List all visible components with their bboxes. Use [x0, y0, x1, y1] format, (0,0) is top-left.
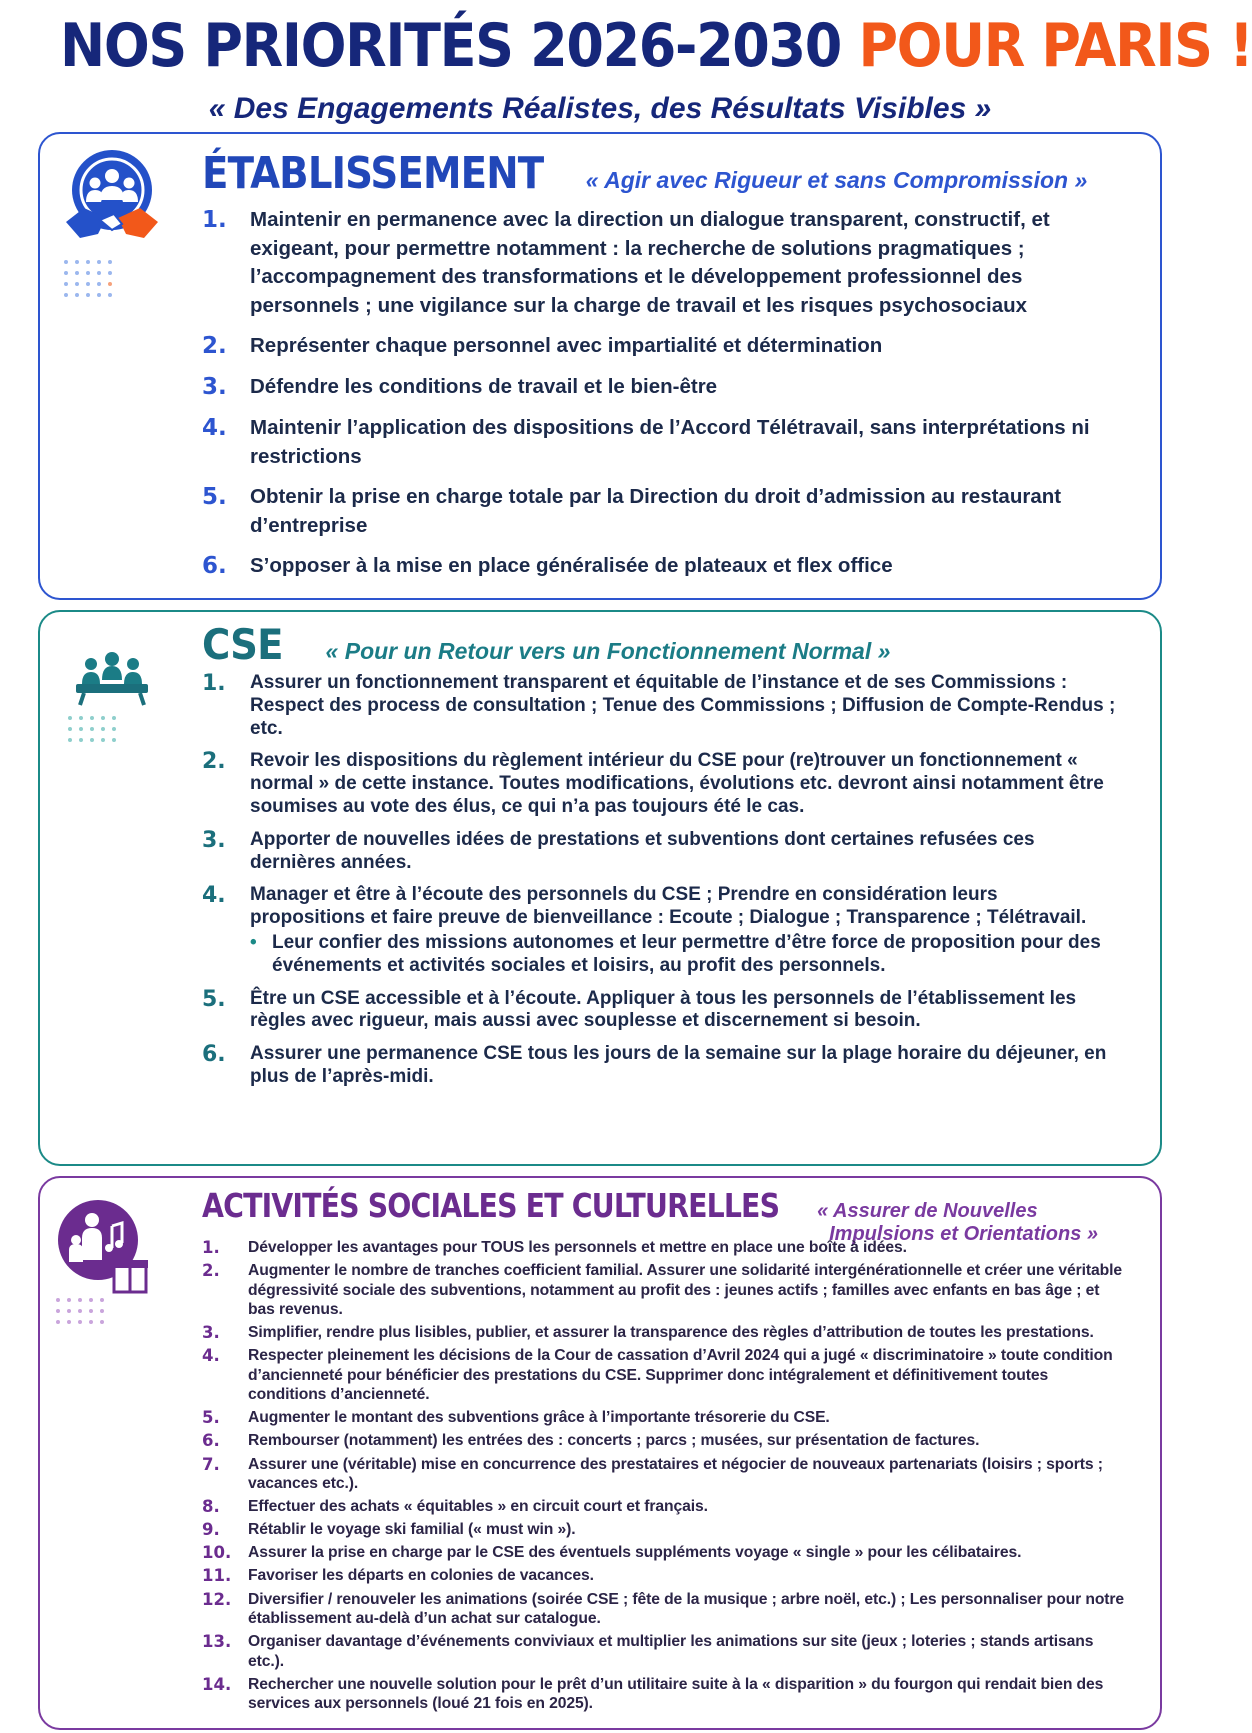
- item-number: 4.: [202, 415, 227, 441]
- list-item: [202, 884, 1116, 977]
- section-title: ÉTABLISSEMENT: [202, 148, 544, 199]
- title-main: NOS PRIORITÉS 2026-2030: [60, 11, 841, 81]
- item-text: Représenter chaque personnel avec impartialité et détermination: [250, 334, 883, 357]
- list-item: [202, 829, 1116, 875]
- header: [0, 0, 1252, 126]
- section-activites: [38, 1176, 1162, 1730]
- item-number: 6.: [202, 1042, 226, 1068]
- list-item: [202, 750, 1116, 818]
- list-item: [202, 1238, 1130, 1258]
- list-item: [202, 1497, 1130, 1517]
- list-item: [202, 332, 1116, 361]
- bullet-text: Leur confier des missions autonomes et leur permettre d’être force de proposition pour des événements et activités sociales et loisirs, au profit des personnels.: [272, 931, 1101, 976]
- item-text: Assurer la prise en charge par le CSE des éventuels suppléments voyage « single » pour les célibataires.: [248, 1544, 1022, 1562]
- page-title: [60, 0, 1252, 86]
- item-text: Assurer une (véritable) mise en concurrence des prestataires et négocier de nouveaux partenariats (loisirs ; sports ; vacances etc.).: [248, 1455, 1103, 1493]
- item-number: 7.: [202, 1454, 220, 1474]
- item-text: Développer les avantages pour TOUS les personnels et mettre en place une boîte à idées.: [248, 1239, 907, 1256]
- item-number: 3.: [202, 827, 226, 853]
- list-item: [202, 1346, 1130, 1405]
- bullet-dot: •: [250, 931, 257, 953]
- item-number: 5.: [202, 986, 226, 1012]
- tagline-line1: « Assurer de Nouvelles: [817, 1200, 1038, 1222]
- list-item: [202, 1590, 1130, 1629]
- item-number: 2.: [202, 333, 227, 359]
- item-text: Rembourser (notamment) les entrées des : concerts ; parcs ; musées, sur présentation de factures.: [248, 1432, 980, 1450]
- item-text: Effectuer des achats « équitables » en circuit court et français.: [248, 1498, 708, 1516]
- item-number: 6.: [202, 553, 227, 579]
- section-header: [202, 620, 890, 669]
- item-number: 13.: [202, 1632, 232, 1652]
- item-text: Diversifier / renouveler les animations (soirée CSE ; fête de la musique ; arbre noël, etc.) ; Les personnaliser pour notre établissement au-delà d’un achat sur catalogue.: [248, 1590, 1125, 1628]
- sub-bullet: [250, 932, 1116, 978]
- item-number: 9.: [202, 1520, 220, 1540]
- section-title: CSE: [202, 620, 283, 669]
- section-tagline: « Pour un Retour vers un Fonctionnement Normal »: [325, 638, 891, 664]
- item-text: Augmenter le montant des subventions grâce à l’importante trésorerie du CSE.: [248, 1409, 830, 1427]
- item-text: S’opposer à la mise en place généralisée de plateaux et flex office: [250, 554, 893, 577]
- item-number: 10.: [202, 1543, 232, 1563]
- decorative-dots: [56, 1298, 104, 1324]
- list-item: [202, 414, 1116, 471]
- list-item: [202, 1543, 1130, 1563]
- tagline-line2: Impulsions et Orientations »: [829, 1223, 1099, 1245]
- section-cse: [38, 610, 1162, 1166]
- list-item: [202, 1632, 1130, 1671]
- title-accent: POUR PARIS !: [858, 11, 1252, 81]
- item-text: Assurer un fonctionnement transparent et équitable de l’instance et de ses Commissions : Respect des process de consultation ; Tenue des Commissions ; Diffusion de Compte-Rendus ; etc.: [250, 672, 1116, 739]
- list-item: [202, 1455, 1130, 1494]
- item-number: 1.: [202, 1238, 220, 1257]
- item-text: Augmenter le nombre de tranches coefficient familial. Assurer une solidarité intergénérationnelle et créer une véritable dégressivité sociale des subventions, notamment au profit des : jeunes actifs ; familles avec enfants en bas âge ; et bas revenus.: [248, 1262, 1123, 1319]
- list-item: [202, 373, 1116, 402]
- item-text: Maintenir en permanence avec la direction un dialogue transparent, constructif, et exigeant, pour permettre notamment : la recherche de solutions pragmatiques ; l’accompagnement des transformations et le développement professionnel des personnels ; une vigilance sur la charge de travail et les risques psychosociaux: [250, 208, 1050, 317]
- item-text: Rechercher une nouvelle solution pour le prêt d’un utilitaire suite à la « disparition » du fourgon qui rendait bien des services aux personnels (loué 21 fois en 2025).: [248, 1675, 1104, 1713]
- priority-list: [202, 206, 1116, 593]
- item-number: 8.: [202, 1497, 220, 1517]
- section-tagline: « Agir avec Rigueur et sans Compromission »: [585, 167, 1088, 193]
- team-handshake-icon: [62, 150, 162, 260]
- list-item: [202, 672, 1116, 740]
- section-title: ACTIVITÉS SOCIALES ET CULTURELLES: [202, 1186, 780, 1225]
- item-number: 1.: [202, 207, 227, 233]
- item-text: Favoriser les départs en colonies de vacances.: [248, 1567, 594, 1585]
- list-item: [202, 1043, 1116, 1089]
- item-number: 1.: [202, 671, 226, 696]
- list-item: [202, 1431, 1130, 1451]
- section-etablissement: [38, 132, 1162, 600]
- meeting-table-icon: [74, 650, 150, 711]
- item-text: Respecter pleinement les décisions de la Cour de cassation d’Avril 2024 qui a jugé « discriminatoire » toute condition d’ancienneté pour bénéficier des prestations du CSE. Supprimer donc intégralement et définitivement toutes conditions d’ancienneté.: [248, 1347, 1113, 1404]
- item-number: 3.: [202, 374, 227, 400]
- item-text: Obtenir la prise en charge totale par la Direction du droit d’admission au restaurant d’entreprise: [250, 485, 1062, 537]
- item-text: Simplifier, rendre plus lisibles, publier, et assurer la transparence des règles d’attribution de toutes les prestations.: [248, 1324, 1094, 1342]
- item-text: Maintenir l’application des dispositions de l’Accord Télétravail, sans interprétations ni restrictions: [250, 416, 1090, 468]
- list-item: [202, 1261, 1130, 1320]
- list-item: [202, 552, 1116, 581]
- decorative-dots: [68, 716, 116, 742]
- item-text: Être un CSE accessible et à l’écoute. Appliquer à tous les personnels de l’établissement les règles avec rigueur, mais aussi avec souplesse et discernement si besoin.: [250, 987, 1077, 1032]
- item-text: Rétablir le voyage ski familial (« must win »).: [248, 1521, 576, 1539]
- list-item: [202, 206, 1116, 320]
- item-number: 4.: [202, 1346, 220, 1366]
- list-item: [202, 1675, 1130, 1714]
- section-header: [202, 148, 1087, 199]
- item-number: 12.: [202, 1589, 232, 1609]
- item-number: 4.: [202, 883, 226, 909]
- item-number: 6.: [202, 1431, 220, 1451]
- item-number: 14.: [202, 1674, 232, 1694]
- item-text: Défendre les conditions de travail et le bien-être: [250, 375, 718, 398]
- item-text: Apporter de nouvelles idées de prestations et subventions dont certaines refusées ces dernières années.: [250, 828, 1035, 873]
- item-number: 5.: [202, 484, 227, 510]
- section-header: [202, 1186, 1098, 1246]
- page-subtitle: « Des Engagements Réalistes, des Résultats Visibles »: [208, 92, 992, 125]
- list-item: [202, 483, 1116, 540]
- item-text: Assurer une permanence CSE tous les jours de la semaine sur la plage horaire du déjeuner, en plus de l’après-midi.: [250, 1043, 1107, 1087]
- item-text: Revoir les dispositions du règlement intérieur du CSE pour (re)trouver un fonctionnement « normal » de cette instance. Toutes modifications, évolutions etc. devront ainsi notamment être soumises au vote des élus, ce qui n’a pas toujours été le cas.: [250, 750, 1104, 817]
- decorative-dots: [64, 260, 112, 297]
- list-item: [202, 1323, 1130, 1343]
- item-number: 2.: [202, 1261, 220, 1281]
- list-item: [202, 988, 1116, 1034]
- list-item: [202, 1520, 1130, 1540]
- list-item: [202, 1408, 1130, 1428]
- item-text: Manager et être à l’écoute des personnels du CSE ; Prendre en considération leurs propositions et faire preuve de bienveillance : Ecoute ; Dialogue ; Transparence ; Télétravail.: [250, 884, 1087, 929]
- item-number: 11.: [202, 1566, 232, 1586]
- item-body: [250, 884, 1116, 977]
- priority-list: [202, 1238, 1130, 1717]
- family-gift-icon: [52, 1196, 152, 1301]
- item-number: 2.: [202, 749, 226, 775]
- priority-list: [202, 672, 1116, 1099]
- item-text: Organiser davantage d’événements conviviaux et multiplier les animations sur site (jeux ; loteries ; stands artisans etc.).: [248, 1633, 1094, 1670]
- item-number: 3.: [202, 1323, 220, 1343]
- item-number: 5.: [202, 1408, 220, 1428]
- list-item: [202, 1566, 1130, 1586]
